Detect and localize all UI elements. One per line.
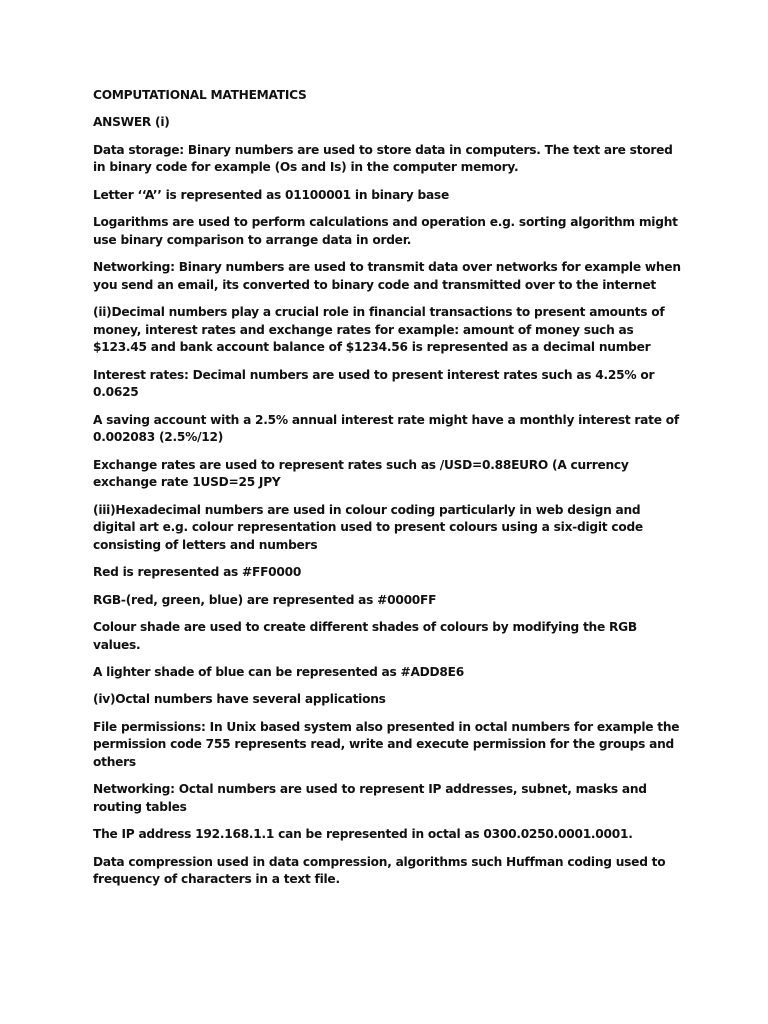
document-title: COMPUTATIONAL MATHEMATICS <box>93 88 307 102</box>
paragraph-ip-address: The IP address 192.168.1.1 can be represented in octal as 0300.0250.0001.0001. <box>93 827 633 842</box>
paragraph-decimal-numbers: (ii)Decimal numbers play a crucial role in financial transactions to present amounts of money, interest rates and exchange rates for example: amount of money such as $123.45 and bank account balance of $1234.56 is represented as a decimal number <box>93 305 665 355</box>
paragraph-exchange-rates: Exchange rates are used to represent rates such as /USD=0.88EURO (A currency exchange rate 1USD=25 JPY <box>93 457 629 490</box>
paragraph-data-storage: Data storage: Binary numbers are used to store data in computers. The text are stored in binary code for example (Os and Is) in the computer memory. <box>93 142 673 175</box>
paragraph-networking-octal: Networking: Octal numbers are used to represent IP addresses, subnet, masks and routing tables <box>93 782 647 814</box>
paragraph-networking-binary: Networking: Binary numbers are used to transmit data over networks for example when you send an email, its converted to binary code and transmitted over to the internet <box>93 260 681 292</box>
paragraph-hexadecimal: (iii)Hexadecimal numbers are used in colour coding particularly in web design and digital art e.g. colour representation used to present colours using a six-digit code consisting of letters and numbers <box>93 502 643 552</box>
paragraph-lighter-blue: A lighter shade of blue can be represented as #ADD8E6 <box>93 665 464 679</box>
paragraph-saving-account: A saving account with a 2.5% annual interest rate might have a monthly interest rate of 0.002083 (2.5%/12) <box>93 412 679 445</box>
paragraph-file-permissions: File permissions: In Unix based system also presented in octal numbers for example the permission code 755 represents read, write and execute permission for the groups and others <box>93 719 680 769</box>
paragraph-red: Red is represented as #FF0000 <box>93 565 302 580</box>
paragraph-interest-rates: Interest rates: Decimal numbers are used to present interest rates such as 4.25% or 0.0625 <box>93 367 655 400</box>
paragraph-colour-shade: Colour shade are used to create different shades of colours by modifying the RGB values. <box>93 620 637 652</box>
paragraph-data-compression: Data compression used in data compression, algorithms such Huffman coding used to frequency of characters in a text file. <box>93 854 666 887</box>
answer-heading: ANSWER (i) <box>93 115 170 130</box>
paragraph-letter-a: Letter ‘‘A’’ is represented as 01100001 in binary base <box>93 187 449 202</box>
paragraph-octal: (iv)Octal numbers have several applications <box>93 692 386 707</box>
document-body <box>93 87 685 899</box>
paragraph-logarithms: Logarithms are used to perform calculations and operation e.g. sorting algorithm might use binary comparison to arrange data in order. <box>93 215 678 247</box>
paragraph-rgb: RGB-(red, green, blue) are represented as #0000FF <box>93 592 437 607</box>
